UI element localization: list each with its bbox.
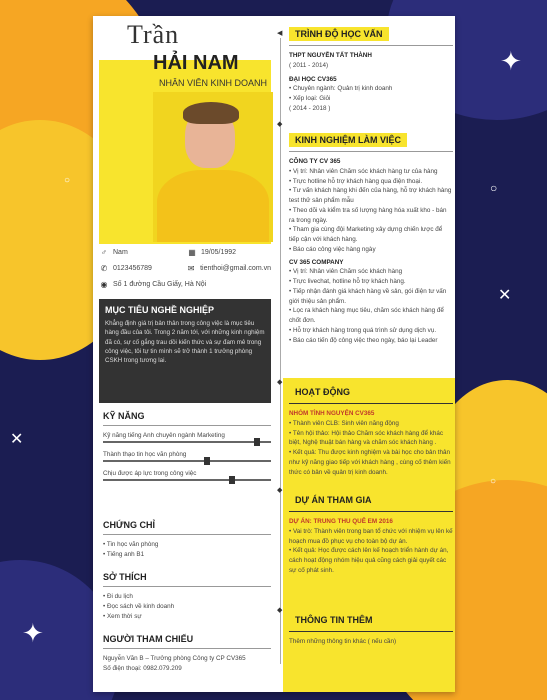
name-first: Trần [127,20,180,49]
experience-item: Trực livechat, hotline hỗ trợ khách hàng. [292,278,406,285]
circle-icon: ○ [490,181,498,195]
skills-section [103,411,271,489]
cross-icon: ✕ [498,287,512,304]
header [93,16,276,244]
calendar-icon: ▦ [188,248,196,257]
reference-person: Nguyễn Văn B – Trưởng phòng Công ty CP CV365 [103,655,246,662]
timeline-arrow-icon: ◆ [277,121,283,128]
project-item: Vai trò: Thành viên trong ban tổ chức với nhiệm vụ lên kế hoạch mua đồ phục vụ cho toàn bộ dự án. [289,527,453,545]
skill-level-marker [254,438,260,446]
school-grade: Xếp loại: Giỏi [292,95,331,102]
experience-item: Hỗ trợ khách hàng trong quá trình sử dụng dịch vụ. [292,326,437,334]
skill-bar [103,479,271,481]
references-section [103,634,271,675]
birthday-value: 19/05/1992 [201,249,237,256]
activity-org: NHÓM TÌNH NGUYỆN CV365 [289,410,375,417]
skill-label: Chịu được áp lực trong công việc [103,470,197,477]
hobbies-section: SỞ THÍCH • Đi du lịch • Đọc sách về kinh doanh • Xem thời sự [103,572,271,623]
activity-item: Thành viên CLB: Sinh viên năng động [292,419,399,427]
phone-icon: ✆ [100,264,108,273]
projects-section: DỰ ÁN THAM GIA DỰ ÁN: TRUNG THU QUÊ EM 2016 • Vai trò: Thành viên trong ban tổ chức với nhiệm vụ lên kế hoạch mua đồ phục vụ cho toàn bộ dự án. • Kết quả: Học được cách lên kế hoạch triển hành dự án, cách hoạt động nhóm hiệu quả cũng cách giải quyết các sự cố phát sinh. [289,495,453,574]
cv-page [93,16,455,692]
skills-title: KỸ NĂNG [103,411,145,421]
timeline-arrow-icon: ◀ [277,30,283,37]
photo-shirt [157,170,269,242]
skill-label: Thành thạo tin học văn phòng [103,451,187,458]
education-section: TRÌNH ĐỘ HỌC VẤN THPT NGUYỄN TẤT THÀNH ( 2011 - 2014) ĐẠI HỌC CV365 • Chuyên ngành: Quản trị kinh doanh • Xếp loại: Giỏi ( 2014 - 2018 ) [289,24,453,114]
hobby-item: Xem thời sự [106,613,142,620]
email-icon: ✉ [187,264,195,273]
experience-item: Trực hotline hỗ trợ khách hàng qua điện thoại. [292,177,423,185]
photo-hair [183,102,239,124]
references-title: NGƯỜI THAM CHIẾU [103,634,194,644]
school-years: ( 2011 - 2014) [289,61,329,69]
experience-item: Báo cáo công việc hàng ngày [292,245,376,253]
certificates-section: CHỨNG CHỈ • Tin học văn phòng • Tiếng anh B1 [103,520,271,561]
project-item: Kết quả: Học được cách lên kế hoạch triển hành dự án, cách hoạt động nhóm hiệu quả cũng cách giải quyết các sự cố phát sinh. [289,547,449,574]
company-name: CÔNG TY CV 365 [289,158,341,165]
experience-title: KINH NGHIỆM LÀM VIỆC [289,133,407,147]
sparkle-icon: ✦ [500,46,522,76]
skill-level-marker [229,476,235,484]
experience-section: KINH NGHIỆM LÀM VIỆC CÔNG TY CV 365 • Vị trí: Nhân viên Chăm sóc khách hàng tư của hàng • Trực hotline hỗ trợ khách hàng qua điện thoại. • Tư vấn khách hàng khi đến của hàng, hỗ trợ khách hàng test thử sản phẩm mẫu • Theo dõi và kiểm tra số lượng hàng hóa xuất kho - bán ra trong ngày. • Tham gia cùng đội Marketing xây dựng chiến lược để tiếp cận với khách hàng. • Báo cáo công việc hàng ngày CV 365 COMPANY • Vị trí: Nhân viên Chăm sóc khách hàng • Trực livechat, hotline hỗ trợ khách hàng. • Tiếp nhận đánh giá khách hàng về sản, gói điện tư vấn giới thiệu sản phẩm. • Lọc ra khách hàng mục tiêu, chăm sóc khách hàng để chốt đơn. • Hỗ trợ khách hàng trong quá trình sử dụng dịch vụ. • Báo cáo tiến độ công việc theo ngày, báo lại Leader [289,135,452,344]
circle-icon: ○ [490,476,497,487]
experience-item: Tham gia cùng đội Marketing xây dựng chiến lược để tiếp cận với khách hàng. [289,226,443,243]
hobby-item: Đi du lịch [106,593,133,600]
extra-info-section [289,610,453,647]
skill-level-marker [204,457,210,465]
experience-item: Lọc ra khách hàng mục tiêu, chăm sóc khách hàng để chốt đơn. [289,307,444,324]
certificates-title: CHỨNG CHỈ [103,520,155,530]
school-name: THPT NGUYỄN TẤT THÀNH [289,52,372,59]
name-last: HẢI NAM [153,52,239,74]
activities-section: HOẠT ĐỘNG NHÓM TÌNH NGUYỆN CV365 • Thành viên CLB: Sinh viên năng động • Tên hội thảo: Hội thảo Chăm sóc khách hàng để khác biệt, Nghệ thuật bán hàng và chăm sóc khách hàng . • Kết quả: Thu được kinh nghiệm và bài học cho bản thân như kỹ năng giao tiếp với khách hàng , cùng cố thêm kiến thức có bản về quản trị kinh doanh. [289,382,453,477]
experience-item: Tiếp nhận đánh giá khách hàng về sản, gói điện tư vấn giới thiệu sản phẩm. [289,287,447,305]
activity-item: Kết quả: Thu được kinh nghiệm và bài học cho bản thân như kỹ năng giao tiếp với khách hàng , cùng cố thêm kiến thức có bản về quản trị kinh doanh. [289,449,451,476]
experience-item: Vị trí: Nhân viên Chăm sóc khách hàng tư của hàng [292,167,438,175]
reference-phone: Số điện thoại: 0982.079.209 [103,665,182,672]
certificate-item: Tiếng anh B1 [106,551,145,558]
phone-value: 0123456789 [113,265,152,272]
objective-title: MỤC TIÊU NGHỀ NGHIỆP [105,305,215,315]
gender-icon: ♂ [101,248,107,257]
timeline-arrow-icon: ◆ [277,379,283,386]
cross-icon: ✕ [10,431,24,448]
school-name: ĐẠI HỌC CV365 [289,75,337,83]
career-objective [99,299,271,403]
skill-bar [103,460,271,462]
extra-title: THÔNG TIN THÊM [295,615,373,625]
job-title: NHÂN VIÊN KINH DOANH [155,76,271,90]
address-value: Số 1 đường Cầu Giấy, Hà Nội [113,281,207,288]
profile-photo [153,92,273,242]
hobby-item: Đọc sách về kinh doanh [106,603,175,610]
skill-bar [103,441,271,443]
timeline-line [280,38,281,664]
project-name: DỰ ÁN: TRUNG THU QUÊ EM 2016 [289,518,393,525]
left-column [93,16,276,692]
certificate-item: Tin học văn phòng [106,541,159,548]
activities-title: HOẠT ĐỘNG [295,387,350,397]
skill-label: Kỹ năng tiếng Anh chuyên ngành Marketing [103,432,225,439]
objective-text: Khẳng định giá trị bản thân trong công việc là mục tiêu hàng đầu của tôi. Trong 2 năm tới, với những kinh nghiệm đã có, sự cố gắng trau dồi kiến thức và sự đam mê trong công việc, tôi tự tin mình sẽ trở thành 1 trưởng phòng CSKH trong tương lai. [105,320,265,365]
email-value: tienthoi@gmail.com.vn [200,265,271,272]
experience-item: Vị trí: Nhân viên Chăm sóc khách hàng [292,268,403,276]
school-major: Chuyên ngành: Quản trị kinh doanh [292,85,393,93]
projects-title: DỰ ÁN THAM GIA [295,495,372,505]
location-icon: ◉ [100,280,108,289]
extra-text: Thêm những thông tin khác ( nếu cần) [289,638,397,645]
experience-item: Tư vấn khách hàng khi đến của hàng, hỗ trợ khách hàng test thử sản phẩm mẫu [289,187,452,204]
experience-item: Theo dõi và kiểm tra số lượng hàng hóa xuất kho - bán ra trong ngày. [289,206,447,224]
school-years: ( 2014 - 2018 ) [289,104,331,112]
timeline-arrow-icon: ◆ [277,487,283,494]
company-name: CV 365 COMPANY [289,258,344,266]
hobbies-title: SỞ THÍCH [103,572,147,582]
circle-icon: ○ [64,175,71,186]
gender-value: Nam [113,249,128,256]
education-title: TRÌNH ĐỘ HỌC VẤN [289,27,389,41]
activity-item: Tên hội thảo: Hội thảo Chăm sóc khách hàng để khác biệt, Nghệ thuật bán hàng và chăm sóc khách hàng . [289,429,444,447]
timeline-arrow-icon: ◆ [277,607,283,614]
experience-item: Báo cáo tiến độ công việc theo ngày, báo lại Leader [292,336,438,344]
sparkle-icon: ✦ [22,618,44,648]
contact-info [99,248,271,296]
